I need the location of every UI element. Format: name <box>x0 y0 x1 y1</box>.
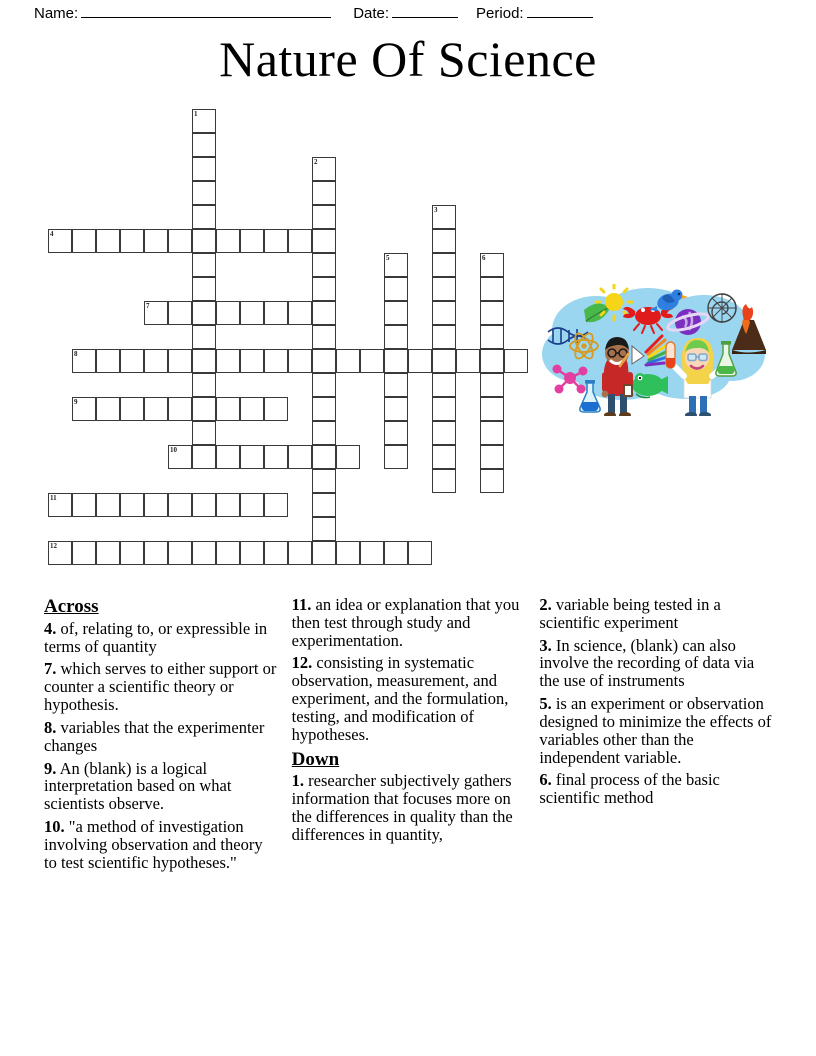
crossword-cell[interactable] <box>168 349 192 373</box>
crossword-cell[interactable] <box>72 397 96 421</box>
period-label: Period: <box>476 4 524 22</box>
clue-across-8 <box>44 719 279 755</box>
crossword-cell[interactable] <box>264 397 288 421</box>
across-heading: Across <box>44 596 99 617</box>
crossword-cell[interactable] <box>384 373 408 397</box>
crossword-cell[interactable] <box>192 157 216 181</box>
clue-text: "a method of investigation involving observation and theory to test scientific hypotheses." <box>44 816 263 872</box>
crossword-cell[interactable] <box>480 349 504 373</box>
clue-number: 8. <box>44 717 57 737</box>
crossword-cell[interactable] <box>192 253 216 277</box>
crossword-clue-number: 12 <box>50 542 57 550</box>
crossword-cell[interactable] <box>168 493 192 517</box>
clue-number: 1. <box>291 771 305 791</box>
crossword-cell[interactable] <box>480 469 504 493</box>
clue-text: An (blank) is a logical interpretation based on what scientists observe. <box>44 758 232 814</box>
crossword-cell[interactable] <box>240 229 264 253</box>
crossword-cell[interactable] <box>192 349 216 373</box>
crossword-cell[interactable] <box>216 349 240 373</box>
crossword-cell[interactable] <box>336 541 360 565</box>
crossword-cell[interactable] <box>120 397 144 421</box>
clue-text: an idea or explanation that you then test through study and experimentation. <box>291 595 520 650</box>
clue-number: 7. <box>44 659 57 679</box>
crossword-cell[interactable] <box>432 301 456 325</box>
crossword-cell[interactable] <box>192 109 216 133</box>
clue-down-1 <box>292 772 527 843</box>
crossword-cell[interactable] <box>408 541 432 565</box>
date-label: Date: <box>353 4 390 22</box>
crossword-cell[interactable] <box>192 205 216 229</box>
crossword-cell[interactable] <box>168 301 192 325</box>
crossword-cell[interactable] <box>432 277 456 301</box>
clue-number: 12. <box>291 653 313 673</box>
crossword-cell[interactable] <box>240 349 264 373</box>
crossword-cell[interactable] <box>216 445 240 469</box>
crossword-cell[interactable] <box>240 397 264 421</box>
page-title: Nature Of Science <box>219 31 597 87</box>
crossword-cell[interactable] <box>288 301 312 325</box>
crossword-cell[interactable] <box>312 493 336 517</box>
crossword-cell[interactable] <box>384 325 408 349</box>
crossword-cell[interactable] <box>192 301 216 325</box>
crossword-cell[interactable] <box>168 229 192 253</box>
crossword-cell[interactable] <box>312 253 336 277</box>
crossword-clue-number: 10 <box>170 446 177 454</box>
crossword-clue-number: 6 <box>482 254 486 262</box>
crossword-cell[interactable] <box>216 493 240 517</box>
crossword-cell[interactable] <box>432 397 456 421</box>
crossword-cell[interactable] <box>432 445 456 469</box>
crossword-cell[interactable] <box>312 349 336 373</box>
clue-number: 3. <box>539 635 552 655</box>
crossword-cell[interactable] <box>240 541 264 565</box>
crossword-cell[interactable] <box>312 205 336 229</box>
crossword-cell[interactable] <box>432 325 456 349</box>
down-heading: Down <box>291 748 340 770</box>
crossword-cell[interactable] <box>192 229 216 253</box>
crossword-cell[interactable] <box>480 445 504 469</box>
crossword-clue-number: 7 <box>146 302 150 310</box>
crossword-cell[interactable] <box>216 541 240 565</box>
crossword-cell[interactable] <box>240 301 264 325</box>
crossword-cell[interactable] <box>192 277 216 301</box>
crossword-clue-number: 1 <box>194 110 198 118</box>
crossword-cell[interactable] <box>336 445 360 469</box>
crossword-cell[interactable] <box>96 493 120 517</box>
crossword-cell[interactable] <box>432 253 456 277</box>
crossword-cell[interactable] <box>432 421 456 445</box>
clue-down-2 <box>539 596 774 632</box>
crossword-clue-number: 3 <box>434 206 438 214</box>
clue-across-11 <box>292 596 527 649</box>
crossword-cell[interactable] <box>432 349 456 373</box>
crossword-cell[interactable] <box>480 373 504 397</box>
crossword-cell[interactable] <box>312 421 336 445</box>
crossword-cell[interactable] <box>264 349 288 373</box>
clue-across-10 <box>44 818 279 871</box>
crossword-cell[interactable] <box>360 349 384 373</box>
clue-number: 9. <box>44 758 57 778</box>
crossword-cell[interactable] <box>120 349 144 373</box>
crossword-cell[interactable] <box>192 541 216 565</box>
clue-down-6 <box>539 771 774 807</box>
crossword-cell[interactable] <box>96 349 120 373</box>
crossword-clue-number: 2 <box>314 158 318 166</box>
crossword-cell[interactable] <box>384 301 408 325</box>
crossword-cell[interactable] <box>480 277 504 301</box>
crossword-cell[interactable] <box>264 541 288 565</box>
crossword-cell[interactable] <box>144 493 168 517</box>
clue-across-4 <box>44 620 279 656</box>
crossword-cell[interactable] <box>312 397 336 421</box>
crossword-cell[interactable] <box>384 349 408 373</box>
clue-column-1 <box>44 596 279 876</box>
clue-number: 2. <box>539 595 552 614</box>
crossword-clue-number: 9 <box>74 398 78 406</box>
clue-text: final process of the basic scientific method <box>539 770 720 808</box>
crossword-cell[interactable] <box>48 229 72 253</box>
crossword-cell[interactable] <box>192 325 216 349</box>
crossword-cell[interactable] <box>72 541 96 565</box>
clue-text: In science, (blank) can also involve the recording of data via the use of instruments <box>539 635 755 691</box>
clue-down-5 <box>539 695 774 766</box>
crossword-clue-number: 5 <box>386 254 390 262</box>
crossword-cell[interactable] <box>264 229 288 253</box>
crossword-cell[interactable] <box>72 349 96 373</box>
crossword-cell[interactable] <box>120 541 144 565</box>
crossword-cell[interactable] <box>96 229 120 253</box>
crossword-cell[interactable] <box>48 493 72 517</box>
crossword-cell[interactable] <box>240 445 264 469</box>
crossword-cell[interactable] <box>336 349 360 373</box>
crossword-cell[interactable] <box>48 541 72 565</box>
crossword-cell[interactable] <box>384 541 408 565</box>
crossword-cell[interactable] <box>72 493 96 517</box>
crossword-cell[interactable] <box>288 349 312 373</box>
crossword-clue-number: 4 <box>50 230 54 238</box>
crossword-cell[interactable] <box>216 397 240 421</box>
crossword-cell[interactable] <box>504 349 528 373</box>
crossword-cell[interactable] <box>384 253 408 277</box>
crossword-cell[interactable] <box>288 541 312 565</box>
crossword-cell[interactable] <box>192 493 216 517</box>
clue-number: 6. <box>539 770 552 790</box>
crossword-cell[interactable] <box>480 421 504 445</box>
crossword-cell[interactable] <box>192 445 216 469</box>
clue-number: 5. <box>539 694 552 714</box>
crossword-cell[interactable] <box>264 445 288 469</box>
crossword-cell[interactable] <box>168 445 192 469</box>
clue-text: researcher subjectively gathers information that focuses more on the differences in quality than the differences in quantity, <box>291 771 513 844</box>
crossword-cell[interactable] <box>240 493 264 517</box>
crossword-cell[interactable] <box>120 229 144 253</box>
crossword-cell[interactable] <box>312 229 336 253</box>
clue-text: of, relating to, or expressible in terms of quantity <box>44 618 268 656</box>
crossword-cell[interactable] <box>144 349 168 373</box>
crossword-cell[interactable] <box>456 349 480 373</box>
science-illustration <box>536 284 768 416</box>
crossword-cell[interactable] <box>96 541 120 565</box>
clue-number: 10. <box>44 816 65 836</box>
crossword-cell[interactable] <box>432 373 456 397</box>
crossword-cell[interactable] <box>480 325 504 349</box>
crossword-cell[interactable] <box>264 301 288 325</box>
crossword-cell[interactable] <box>264 493 288 517</box>
clue-number: 4. <box>44 618 57 638</box>
crossword-cell[interactable] <box>432 469 456 493</box>
crossword-cell[interactable] <box>96 397 120 421</box>
crossword-cell[interactable] <box>144 397 168 421</box>
crossword-cell[interactable] <box>384 277 408 301</box>
crossword-cell[interactable] <box>312 445 336 469</box>
crossword-cell[interactable] <box>312 517 336 541</box>
clue-down-3 <box>539 637 774 690</box>
clues-section <box>44 596 774 966</box>
crossword-cell[interactable] <box>480 253 504 277</box>
crossword-cell[interactable] <box>408 349 432 373</box>
clue-across-9 <box>44 760 279 813</box>
name-label: Name: <box>34 4 79 22</box>
crossword-cell[interactable] <box>384 445 408 469</box>
clue-text: variables that the experimenter changes <box>44 717 265 755</box>
crossword-cell[interactable] <box>216 301 240 325</box>
crossword-cell[interactable] <box>216 229 240 253</box>
crossword-cell[interactable] <box>144 541 168 565</box>
boy-scientist <box>602 337 634 416</box>
crossword-cell[interactable] <box>480 397 504 421</box>
crossword-cell[interactable] <box>312 277 336 301</box>
crossword-cell[interactable] <box>192 181 216 205</box>
crossword-cell[interactable] <box>312 325 336 349</box>
crossword-cell[interactable] <box>192 421 216 445</box>
crossword-cell[interactable] <box>120 493 144 517</box>
clue-number: 11. <box>291 595 312 614</box>
clue-text: variable being tested in a scientific experiment <box>539 595 721 632</box>
clue-text: is an experiment or observation designed to minimize the effects of variables other than the independent variable. <box>539 694 772 767</box>
crossword-cell[interactable] <box>432 229 456 253</box>
test-tube-icon <box>666 342 675 368</box>
crossword-cell[interactable] <box>312 157 336 181</box>
ammonite-shell-icon <box>708 294 736 322</box>
crossword-cell[interactable] <box>312 541 336 565</box>
clue-text: consisting in systematic observation, measurement, and experiment, and the formulation, testing, and modification of hypotheses. <box>291 653 509 744</box>
clue-column-2 <box>292 596 527 849</box>
crossword-clue-number: 8 <box>74 350 78 358</box>
clue-column-3 <box>539 596 774 812</box>
crossword-cell[interactable] <box>384 397 408 421</box>
clue-text: which serves to either support or counter a scientific theory or hypothesis. <box>44 659 277 715</box>
crossword-cell[interactable] <box>192 397 216 421</box>
crossword-cell[interactable] <box>144 301 168 325</box>
crossword-cell[interactable] <box>192 373 216 397</box>
clue-across-12 <box>292 654 527 743</box>
crossword-cell[interactable] <box>288 445 312 469</box>
crossword-clue-number: 11 <box>50 494 57 502</box>
crossword-cell[interactable] <box>72 229 96 253</box>
crossword-cell[interactable] <box>312 373 336 397</box>
crossword-cell[interactable] <box>144 229 168 253</box>
crossword-cell[interactable] <box>168 397 192 421</box>
crossword-cell[interactable] <box>432 205 456 229</box>
crossword-cell[interactable] <box>360 541 384 565</box>
crossword-cell[interactable] <box>480 301 504 325</box>
crossword-cell[interactable] <box>168 541 192 565</box>
crossword-cell[interactable] <box>384 421 408 445</box>
crossword-cell[interactable] <box>192 133 216 157</box>
crossword-cell[interactable] <box>312 181 336 205</box>
crossword-cell[interactable] <box>312 469 336 493</box>
crossword-cell[interactable] <box>288 229 312 253</box>
clue-across-7 <box>44 660 279 713</box>
crossword-cell[interactable] <box>312 301 336 325</box>
